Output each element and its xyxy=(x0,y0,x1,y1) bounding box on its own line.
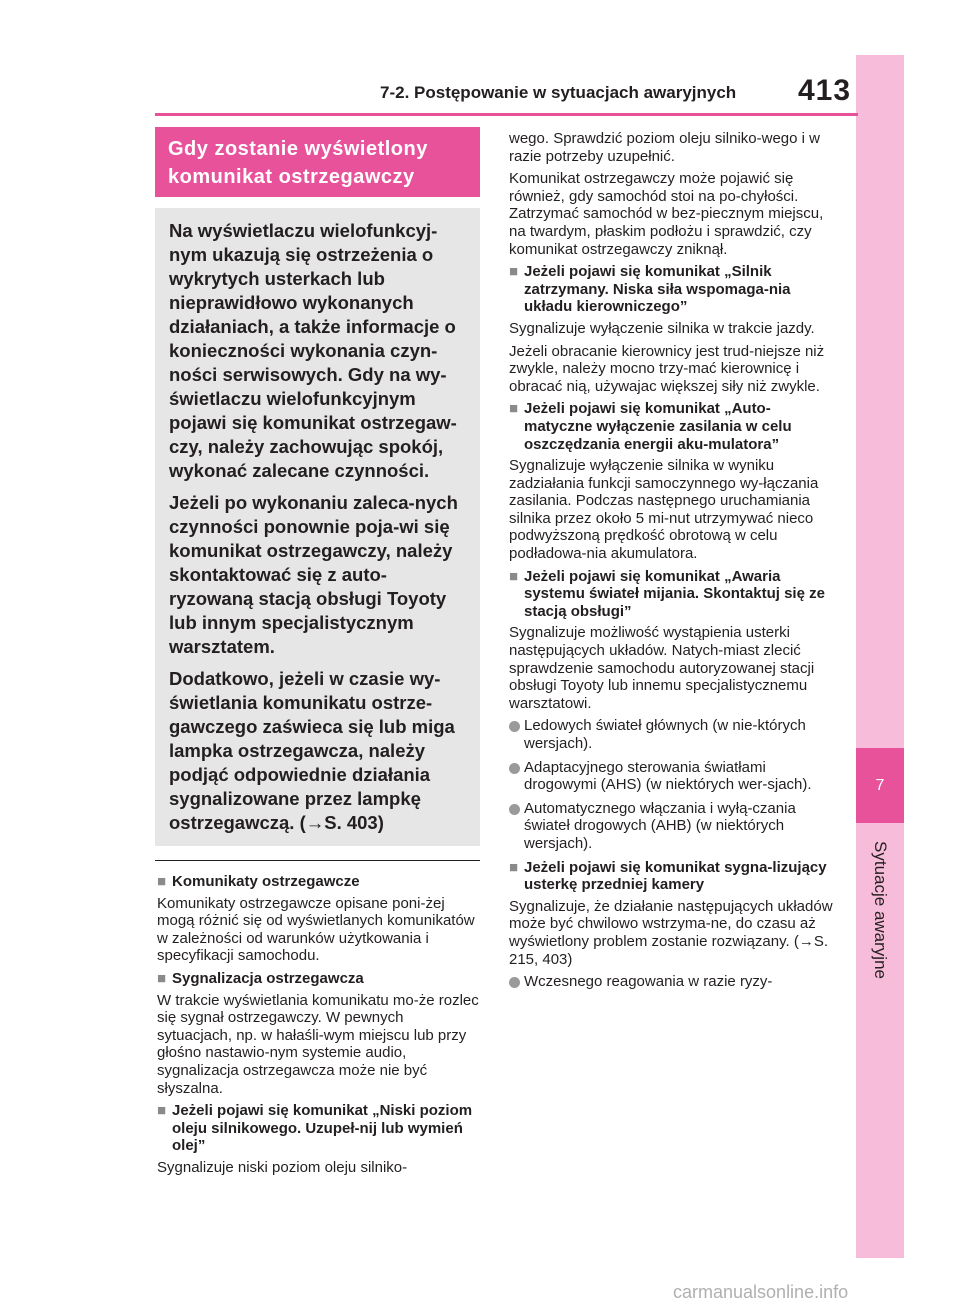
subheading xyxy=(509,859,833,894)
square-bullet-icon: ■ xyxy=(157,969,167,987)
subheading xyxy=(509,568,833,621)
subheading-text: Komunikaty ostrzegawcze xyxy=(172,873,360,890)
header-rule xyxy=(155,113,858,116)
section-header: 7-2. Postępowanie w sytuacjach awaryjnych xyxy=(380,83,737,102)
square-bullet-icon: ■ xyxy=(509,567,519,585)
subheading xyxy=(157,873,479,891)
subheading-text: Sygnalizacja ostrzegawcza xyxy=(172,969,364,987)
round-bullet-icon xyxy=(509,977,520,988)
list-item-text: Adaptacyjnego sterowania światłami drogowymi (AHS) (w niektórych wer-sjach). xyxy=(524,758,812,794)
round-bullet-icon xyxy=(509,763,520,774)
square-bullet-icon: ■ xyxy=(509,400,519,418)
paragraph: Jeżeli obracanie kierownicy jest trud-niejsze niż zwykle, należy mocno trzy-mać kierownicę i obracać nią, używajac większej siły niż zwykle. xyxy=(509,342,825,395)
list-item xyxy=(509,717,833,752)
subheading xyxy=(157,970,479,988)
paragraph: Komunikat ostrzegawczy może pojawić się również, gdy samochód stoi na po-chyłości. Zatrzymać samochód w bez-piecznym miejscu, na twardym, płaskim podłożu i sprawdzić, czy komunikat ostrzegawczy zniknął. xyxy=(509,170,824,258)
section-title-line-1: Gdy zostanie wyświetlony xyxy=(168,138,428,160)
chapter-label: Sytuacje awaryjne xyxy=(871,841,890,979)
chapter-side-tab xyxy=(856,55,904,1258)
subheading-text: Jeżeli pojawi się komunikat „Awaria systemu świateł mijania. Skontaktuj się ze stacją obsługi” xyxy=(524,567,825,620)
summary-paragraph-3: Dodatkowo, jeżeli w czasie wy-świetlania komunikatu ostrze-gawczego zaświeca się lub miga lampka ostrzegawcza, należy podjąć odpowiednie działania sygnalizowane przez lampkę ostrzegawczą. (→S. 403) xyxy=(169,668,455,833)
square-bullet-icon: ■ xyxy=(157,1102,167,1120)
paragraph: Sygnalizuje możliwość wystąpienia usterki następujących układów. Natych-miast zlecić sprawdzenie samochodu autoryzowanej stacji obsługi Toyoty lub innemu specjalistycznemu warsztatowi. xyxy=(509,624,815,712)
list-item-text: Ledowych świateł głównych (w nie-których wersjach). xyxy=(524,717,806,752)
square-bullet-icon: ■ xyxy=(509,263,519,281)
paragraph: Sygnalizuje niski poziom oleju silniko- xyxy=(157,1158,408,1176)
chapter-number-tab: 7 xyxy=(856,748,904,823)
subheading-text: Jeżeli pojawi się komunikat „Silnik zatrzymany. Niska siła wspomaga-nia układu kierowniczego” xyxy=(524,263,791,316)
square-bullet-icon: ■ xyxy=(509,858,519,876)
paragraph: Sygnalizuje, że działanie następujących układów może być chwilowo wstrzyma-ne, do czasu aż wyświetlony problem zostanie rozwiązany. (→S. 215, 403) xyxy=(509,897,833,968)
subheading-text: Jeżeli pojawi się komunikat „Auto-matyczne wyłączenie zasilania w celu oszczędzania energii aku-mulatora” xyxy=(524,400,792,453)
right-column xyxy=(509,130,833,997)
summary-paragraph-2: Jeżeli po wykonaniu zaleca-nych czynności ponownie poja-wi się komunikat ostrzegawczy, należy skontaktować się z auto-ryzowaną stacją obsługi Toyoty lub innym specjalistycznym warsztatem. xyxy=(169,492,458,657)
list-item-text: Wczesnego reagowania w razie ryzy- xyxy=(524,973,773,991)
round-bullet-icon xyxy=(509,721,520,732)
summary-paragraph-1: Na wyświetlaczu wielofunkcyj-nym ukazują się ostrzeżenia o wykrytych usterkach lub nieprawidłowo wykonanych działaniach, a także informacje o konieczności wykonania czyn-ności serwisowych. Gdy na wy-świetlaczu wielofunkcyjnym pojawi się komunikat ostrzegaw-czy, należy zachowując spokój, wykonać zalecane czynności. xyxy=(169,220,457,481)
paragraph: Komunikaty ostrzegawcze opisane poni-żej mogą różnić się od wyświetlanych komunikatów w zależności od warunków użytkowania i specyfikacji samochodu. xyxy=(157,894,475,965)
subheading xyxy=(509,263,833,316)
paragraph: Sygnalizuje wyłączenie silnika w wyniku zadziałania funkcji samoczynnego wy-łączania zasilania. Podczas następnego uruchamiania silnika przez około 5 mi-nut utrzymywać nieco podwyższoną prędkość obrotową w celu podładowa-nia akumulatora. xyxy=(509,457,819,563)
section-divider xyxy=(155,860,480,861)
watermark: carmanualsonline.info xyxy=(673,1282,849,1302)
paragraph: Sygnalizuje wyłączenie silnika w trakcie jazdy. xyxy=(509,319,815,337)
paragraph: W trakcie wyświetlania komunikatu mo-że rozlec się sygnał ostrzegawczy. W pewnych sytuacjach, np. w hałaśli-wym miejscu lub przy głośno nastawio-nym systemie audio, sygnalizacja ostrzegawcza może nie być słyszalna. xyxy=(157,991,479,1097)
subheading-text: Jeżeli pojawi się komunikat „Niski poziom oleju silnikowego. Uzupeł-nij lub wymień olej” xyxy=(172,1102,473,1155)
left-column xyxy=(157,869,479,1182)
round-bullet-icon xyxy=(509,804,520,815)
list-item xyxy=(509,759,833,794)
list-item xyxy=(509,800,833,853)
list-item-text: Automatycznego włączania i wyłą-czania świateł drogowych (AHB) (w niektórych wersjach). xyxy=(524,799,796,852)
subheading-text: Jeżeli pojawi się komunikat sygna-lizujący usterkę przedniej kamery xyxy=(524,858,827,894)
section-title-box xyxy=(155,127,480,197)
subheading xyxy=(509,400,833,453)
page-number: 413 xyxy=(798,74,852,107)
summary-box xyxy=(155,208,480,846)
square-bullet-icon: ■ xyxy=(157,873,167,890)
paragraph: wego. Sprawdzić poziom oleju silniko-wego i w razie potrzeby uzupełnić. xyxy=(509,130,820,165)
section-title-line-2: komunikat ostrzegawczy xyxy=(168,166,415,188)
subheading xyxy=(157,1102,479,1155)
list-item xyxy=(509,973,833,991)
